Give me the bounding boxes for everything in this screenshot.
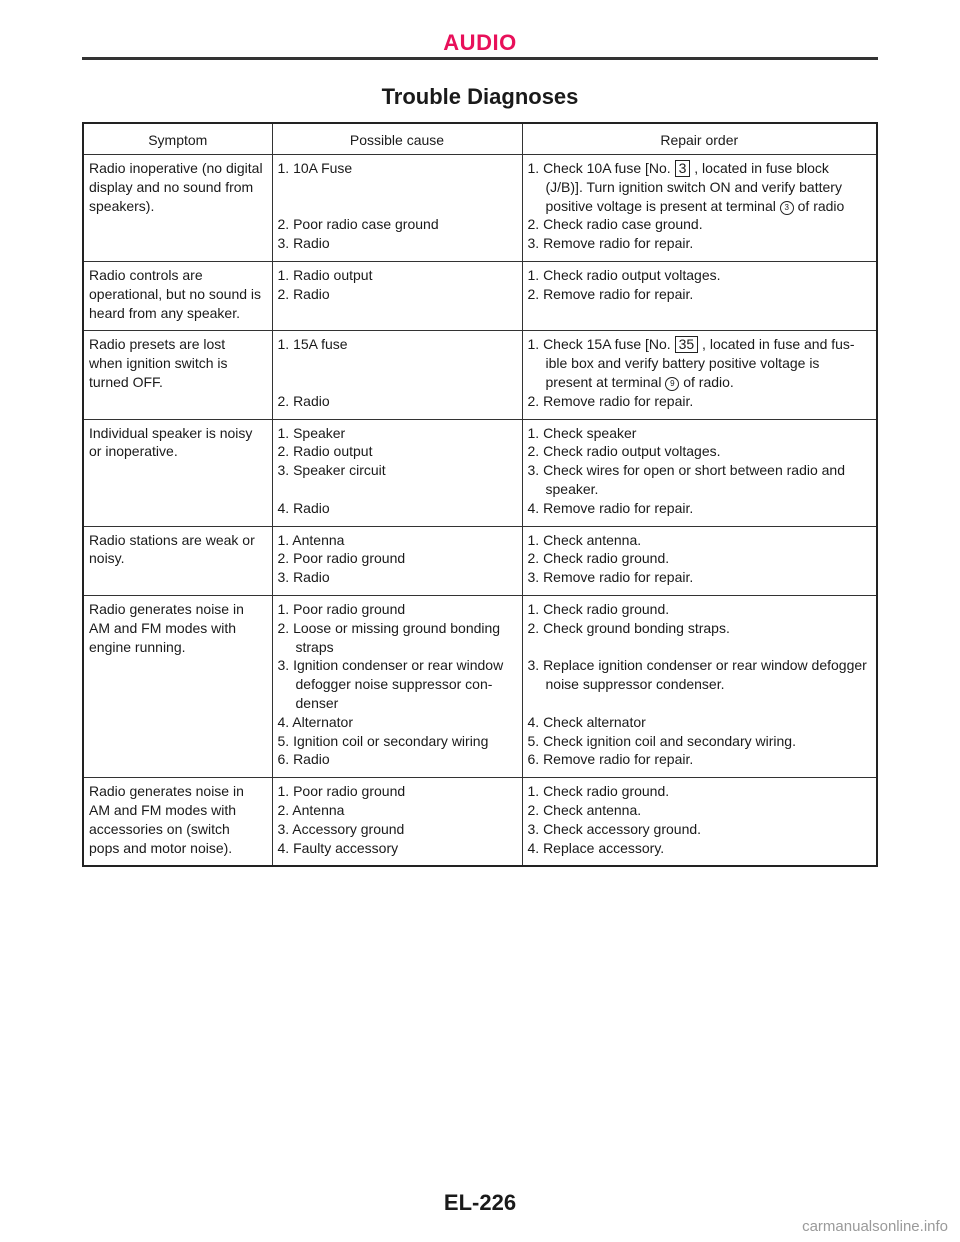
cell-line: 1. Antenna (277, 531, 345, 548)
cell-line: 2. Check ground bonding straps. (527, 619, 730, 636)
cause-cell (272, 261, 522, 330)
cell-line (528, 159, 873, 178)
table-row (84, 155, 876, 262)
cell-line: 5. Check ignition coil and secondary wiring. (527, 732, 796, 749)
cause-cell (272, 778, 522, 866)
cell-line: 2. Remove radio for repair. (527, 285, 694, 302)
table-body (84, 155, 876, 866)
symptom-cell (84, 155, 272, 262)
symptom-cell (84, 331, 272, 419)
cell-line: 1. Check radio output voltages. (527, 266, 721, 283)
cell-line: 2. Check radio ground. (527, 550, 670, 567)
cell-line: Radio generates noise in (89, 600, 244, 617)
cell-line: AM and FM modes with (89, 801, 237, 818)
cell-line: turned OFF. (89, 373, 163, 390)
text-segment: present at terminal (545, 373, 666, 390)
cell-line: 4. Radio (277, 499, 330, 516)
symptom-cell (84, 261, 272, 330)
cell-line: 2. Check antenna. (527, 801, 642, 818)
blank-line (528, 694, 873, 713)
symptom-cell (84, 526, 272, 595)
cell-line: speaker. (545, 480, 599, 497)
cell-line: straps (295, 638, 334, 655)
cell-line: 3. Speaker circuit (277, 462, 386, 479)
table-row (84, 261, 876, 330)
cell-line: 1. 15A fuse (277, 336, 348, 353)
terminal-number-icon: 3 (780, 201, 794, 215)
text-segment: 1. Check 10A fuse [No. (527, 160, 675, 176)
cell-line: 6. Remove radio for repair. (527, 751, 694, 768)
watermark: carmanualsonline.info (802, 1218, 948, 1235)
cell-line: 4. Replace accessory. (527, 839, 665, 856)
cell-line: 1. Speaker (277, 424, 346, 441)
trouble-diagnoses-table (82, 122, 878, 867)
cell-line: 4. Remove radio for repair. (527, 499, 694, 516)
page-title: Trouble Diagnoses (381, 84, 579, 109)
cell-line: 2. Check radio output voltages. (527, 443, 721, 460)
cell-line: 3. Check wires for open or short between radio and (527, 462, 846, 479)
repair-cell (522, 526, 876, 595)
table-row (84, 526, 876, 595)
cell-line: 3. Ignition condenser or rear window (277, 657, 504, 674)
cell-line: noise suppressor condenser. (545, 676, 725, 693)
cell-line: 1. Radio output (277, 266, 373, 283)
cell-line: 2. Loose or missing ground bonding (277, 619, 501, 636)
text-segment: positive voltage is present at terminal (545, 197, 780, 214)
cell-line: 2. Remove radio for repair. (527, 392, 694, 409)
terminal-number-icon: 9 (665, 377, 679, 391)
repair-cell (522, 331, 876, 419)
cell-line: 2. Check radio case ground. (527, 216, 703, 233)
cell-line (528, 197, 873, 216)
cell-line: 3. Remove radio for repair. (527, 235, 694, 252)
fuse-number-box: 3 (675, 160, 691, 177)
cell-line: 3. Radio (277, 235, 330, 252)
text-segment: of radio. (679, 373, 734, 390)
repair-cell (522, 778, 876, 866)
cell-line: 2. Antenna (277, 801, 345, 818)
repair-cell (522, 261, 876, 330)
column-header-symptom: Symptom (84, 124, 272, 155)
cell-line: denser (295, 694, 339, 711)
cell-line: ible box and verify battery positive voltage is (545, 355, 820, 372)
cell-line: heard from any speaker. (89, 304, 240, 321)
table-header-row (84, 124, 876, 155)
cell-line: when ignition switch is (89, 355, 228, 372)
cell-line: Radio presets are lost (89, 336, 226, 353)
blank-line (278, 480, 518, 499)
cell-line: Radio generates noise in (89, 783, 244, 800)
cell-line: 4. Faulty accessory (277, 839, 399, 856)
column-header-repair-order: Repair order (660, 132, 739, 148)
cell-line: 2. Radio (277, 392, 330, 409)
blank-line (528, 638, 873, 657)
cell-line: 5. Ignition coil or secondary wiring (277, 732, 489, 749)
cell-line: 1. Poor radio ground (277, 783, 406, 800)
cell-line: 4. Check alternator (527, 713, 646, 730)
cell-line: 1. Check antenna. (527, 531, 642, 548)
text-segment: , located in fuse block (690, 160, 829, 176)
symptom-cell (84, 419, 272, 526)
column-header-possible-cause: Possible cause (272, 124, 522, 155)
repair-cell (522, 419, 876, 526)
cause-cell (272, 331, 522, 419)
cell-line: 3. Remove radio for repair. (527, 569, 694, 586)
cell-line: AM and FM modes with (89, 619, 237, 636)
text-segment: of radio (793, 197, 845, 214)
cell-line: display and no sound from (89, 178, 254, 195)
cell-line: 2. Radio output (277, 443, 373, 460)
cell-line: Individual speaker is noisy (89, 424, 253, 441)
cell-line: accessories on (switch (89, 820, 230, 837)
symptom-cell (84, 595, 272, 777)
fuse-number-box: 35 (675, 336, 699, 353)
cell-line: 6. Radio (277, 751, 330, 768)
repair-cell (522, 155, 876, 262)
cause-cell (272, 155, 522, 262)
cause-cell (272, 419, 522, 526)
table-row (84, 331, 876, 419)
cell-line: 2. Radio (277, 285, 330, 302)
text-segment: 1. Check 15A fuse [No. (527, 336, 675, 353)
cell-line: or inoperative. (89, 443, 178, 460)
cell-line: Radio stations are weak or (89, 531, 255, 548)
blank-line (278, 373, 518, 392)
cell-line: 4. Alternator (277, 713, 353, 730)
table-row (84, 778, 876, 866)
section-header: AUDIO (443, 30, 517, 55)
cell-line: 2. Poor radio case ground (277, 216, 439, 233)
blank-line (278, 354, 518, 373)
cell-line: pops and motor noise). (89, 839, 233, 856)
table-row (84, 419, 876, 526)
blank-line (278, 178, 518, 197)
header-rule (82, 57, 878, 60)
cell-line: 1. Check radio ground. (527, 783, 670, 800)
cell-line: 3. Accessory ground (277, 820, 405, 837)
cell-line: operational, but no sound is (89, 285, 262, 302)
cause-cell (272, 526, 522, 595)
blank-line (278, 197, 518, 216)
cell-line: 3. Radio (277, 569, 330, 586)
page-number: EL-226 (443, 1190, 517, 1215)
cell-line: engine running. (89, 638, 186, 655)
cell-line: Radio controls are (89, 266, 203, 283)
repair-cell (522, 595, 876, 777)
cell-line: 3. Replace ignition condenser or rear window defogger (527, 657, 867, 674)
cell-line: defogger noise suppressor con- (295, 676, 493, 693)
cell-line (528, 335, 873, 354)
table-row (84, 595, 876, 777)
cell-line: 3. Check accessory ground. (527, 820, 702, 837)
cell-line (528, 373, 873, 392)
cell-line: Radio inoperative (no digital (89, 160, 263, 176)
cell-line: speakers). (89, 197, 155, 214)
cell-line: 1. Check radio ground. (527, 600, 670, 617)
cell-line: (J/B)]. Turn ignition switch ON and verify battery (545, 178, 842, 195)
cell-line: 1. Poor radio ground (277, 600, 406, 617)
cell-line: 1. 10A Fuse (277, 160, 353, 176)
cell-line: 2. Poor radio ground (277, 550, 406, 567)
text-segment: , located in fuse and fus- (698, 336, 855, 353)
symptom-cell (84, 778, 272, 866)
cell-line: noisy. (89, 550, 125, 567)
cell-line: 1. Check speaker (527, 424, 637, 441)
cause-cell (272, 595, 522, 777)
